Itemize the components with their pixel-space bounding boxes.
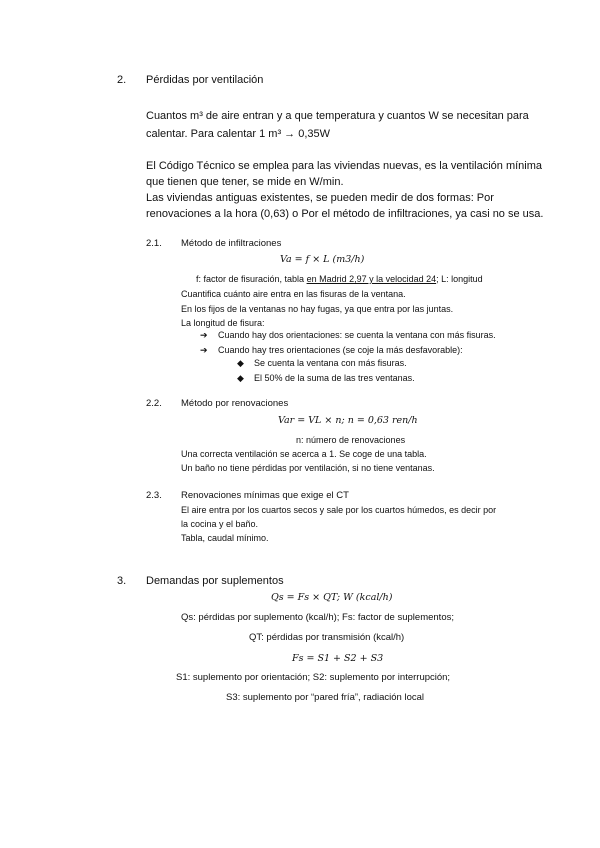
body-line: Tabla, caudal mínimo. xyxy=(181,533,269,543)
paragraph-line: que tienen que tener, se mide en W/min. xyxy=(146,176,344,188)
body-line: Una correcta ventilación se acerca a 1. Se coge de una tabla. xyxy=(181,449,427,459)
body-line: Cuantifica cuánto aire entra en las fisuras de la ventana. xyxy=(181,289,406,299)
paragraph-line: El Código Técnico se emplea para las viviendas nuevas, es la ventilación mínima xyxy=(146,160,543,172)
paragraph-line: calentar. Para calentar 1 m³ → 0,35W xyxy=(146,128,331,140)
paragraph-line: Las viviendas antiguas existentes, se pueden medir de dos formas: Por xyxy=(146,192,494,204)
list-item: Cuando hay tres orientaciones (se coje la más desfavorable): xyxy=(218,345,463,355)
subsection-number: 2.2. xyxy=(146,398,162,409)
list-item: Cuando hay dos orientaciones: se cuenta la ventana con más fisuras. xyxy=(218,330,496,340)
underlined-text: en Madrid 2,97 y la velocidad 24 xyxy=(306,274,437,284)
formula-factor: Fs = S1 + S2 + S3 xyxy=(292,653,384,664)
formula-infiltration: Va = f × L (m3/h) xyxy=(280,254,365,265)
subsection-title: Renovaciones mínimas que exige el CT xyxy=(181,490,349,501)
section-title: Demandas por suplementos xyxy=(146,575,284,587)
body-line: La longitud de fisura: xyxy=(181,318,265,328)
body-line: la cocina y el baño. xyxy=(181,519,259,529)
formula-renovations: Var = VL × n; n = 0,63 ren/h xyxy=(278,415,418,426)
bullet-icon: ◆ xyxy=(237,373,244,383)
definition-line: QT: pérdidas por transmisión (kcal/h) xyxy=(249,632,405,643)
formula-supplements: Qs = Fs × QT; W (kcal/h) xyxy=(271,592,393,603)
arrow-icon: ➔ xyxy=(200,345,208,355)
paragraph-line: Cuantos m³ de aire entran y a que temperatura y cuantos W se necesitan para xyxy=(146,110,529,122)
body-line: En los fijos de la ventanas no hay fugas, ya que entra por las juntas. xyxy=(181,304,454,314)
body-line: Un baño no tiene pérdidas por ventilación, si no tiene ventanas. xyxy=(181,463,435,473)
subsection-title: Método por renovaciones xyxy=(181,398,289,409)
section-title: Pérdidas por ventilación xyxy=(146,74,264,86)
paragraph-line: renovaciones a la hora (0,63) o Por el método de infiltraciones, ya casi no se usa. xyxy=(146,208,544,220)
list-item: Se cuenta la ventana con más fisuras. xyxy=(254,358,407,368)
section-number: 2. xyxy=(117,74,127,86)
definition-line: S1: suplemento por orientación; S2: suplemento por interrupción; xyxy=(176,672,451,683)
definition-line xyxy=(196,274,483,284)
bullet-icon: ◆ xyxy=(237,358,244,368)
body-line: El aire entra por los cuartos secos y sale por los cuartos húmedos, es decir por xyxy=(181,505,497,515)
arrow-icon: ➔ xyxy=(200,330,208,340)
definition-line: n: número de renovaciones xyxy=(296,435,406,445)
definition-text: ; L: longitud xyxy=(436,274,483,284)
section-number: 3. xyxy=(117,575,127,587)
definition-line: S3: suplemento por “pared fría”, radiación local xyxy=(226,692,425,703)
definition-line: Qs: pérdidas por suplemento (kcal/h); Fs: factor de suplementos; xyxy=(181,612,454,623)
list-item: El 50% de la suma de las tres ventanas. xyxy=(254,373,415,383)
subsection-title: Método de infiltraciones xyxy=(181,238,282,249)
subsection-number: 2.3. xyxy=(146,490,162,501)
subsection-number: 2.1. xyxy=(146,238,162,249)
definition-text: f: factor de fisuración, tabla xyxy=(196,274,307,284)
